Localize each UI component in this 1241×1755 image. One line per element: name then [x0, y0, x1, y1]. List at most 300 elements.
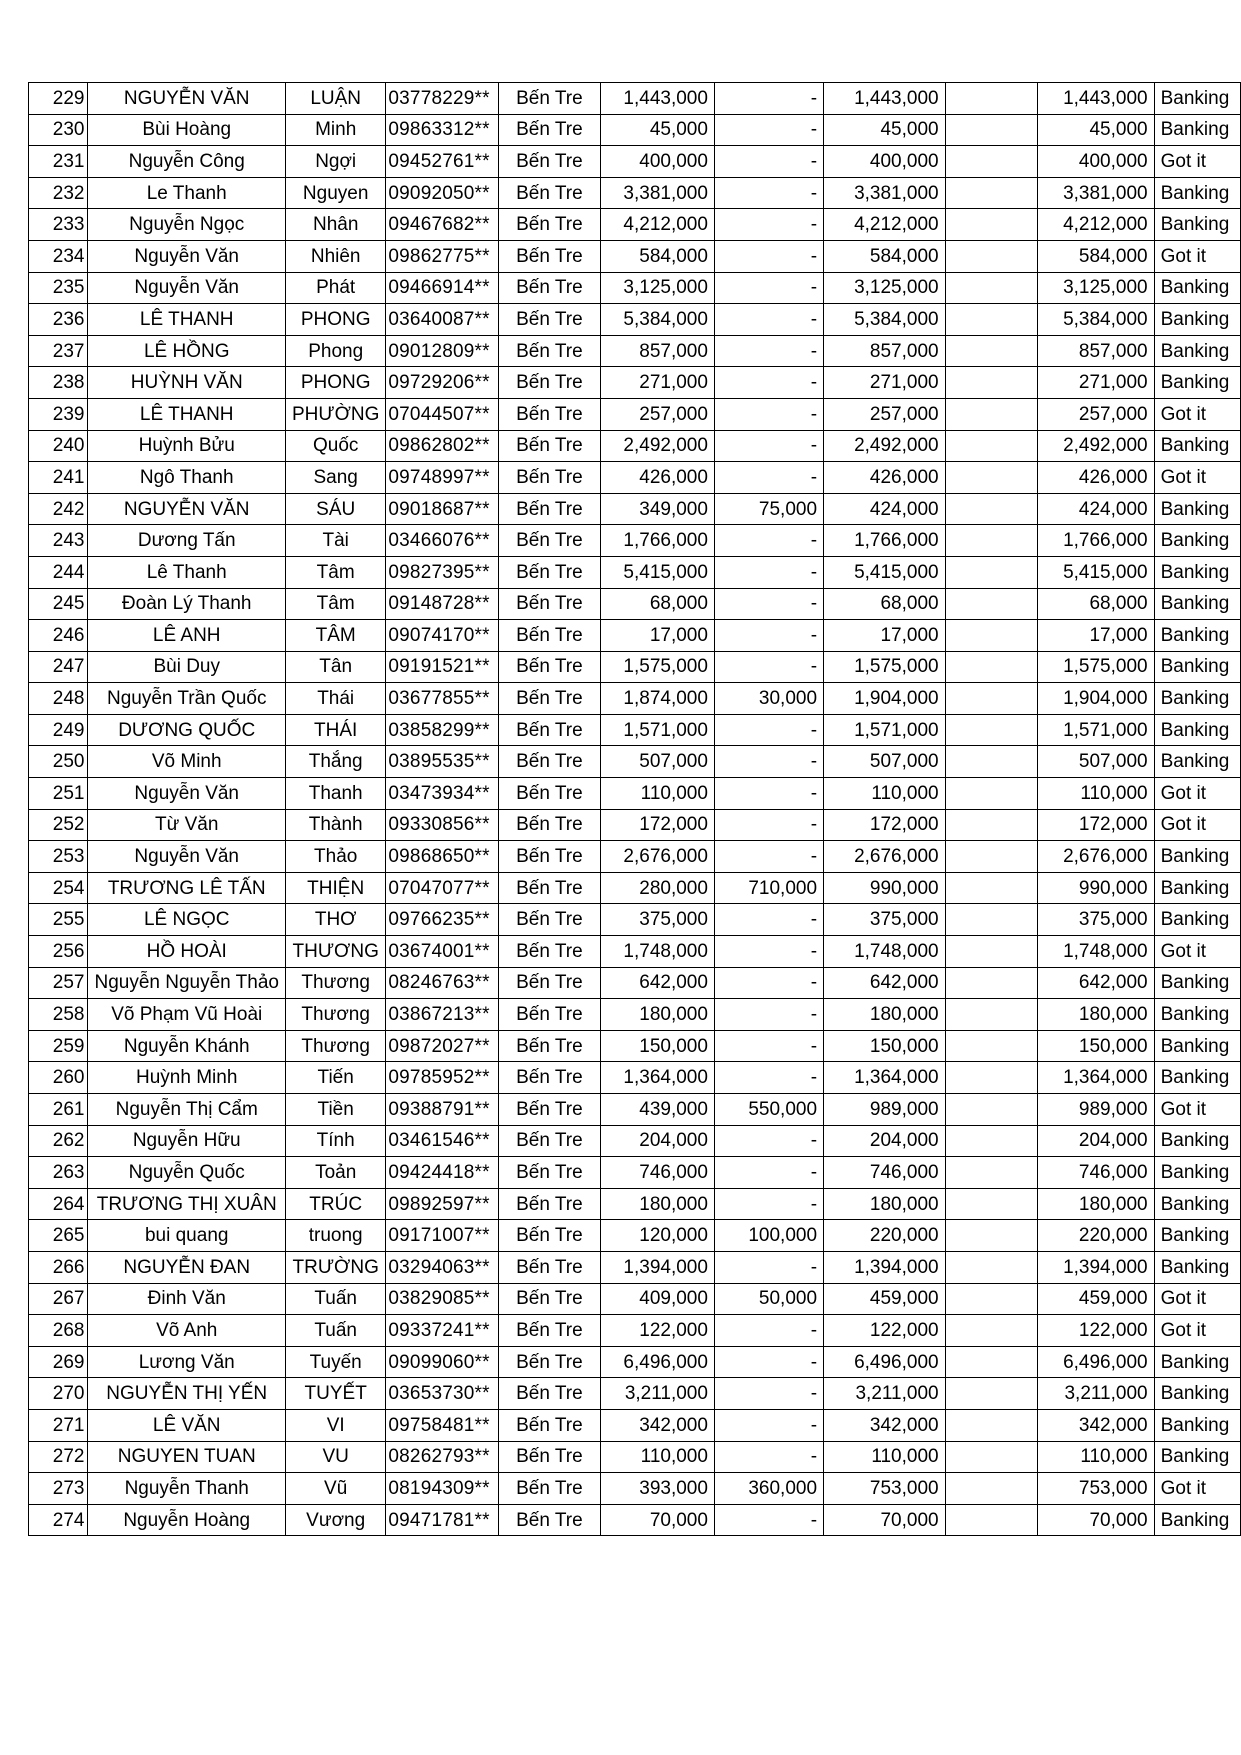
province-cell: Bến Tre — [498, 967, 601, 999]
table-row — [29, 714, 1241, 746]
row-number-cell: 258 — [29, 999, 88, 1031]
total-amount-cell: 375,000 — [824, 904, 946, 936]
first-name-cell: Nguyễn Ngọc — [88, 209, 286, 241]
extra-amount-cell: - — [714, 778, 823, 810]
given-name-cell: Thành — [285, 809, 385, 841]
province-cell: Bến Tre — [498, 1188, 601, 1220]
base-amount-cell: 3,211,000 — [601, 1378, 715, 1410]
base-amount-cell: 349,000 — [601, 493, 715, 525]
payment-method-cell: Got it — [1154, 778, 1240, 810]
paid-amount-cell: 1,904,000 — [1038, 683, 1154, 715]
province-cell: Bến Tre — [498, 1346, 601, 1378]
first-name-cell: Từ Văn — [88, 809, 286, 841]
base-amount-cell: 1,571,000 — [601, 714, 715, 746]
table-row — [29, 778, 1241, 810]
extra-amount-cell: 75,000 — [714, 493, 823, 525]
extra-amount-cell: - — [714, 967, 823, 999]
table-row — [29, 999, 1241, 1031]
table-row — [29, 1220, 1241, 1252]
blank-cell-cell — [945, 272, 1038, 304]
payment-method-cell: Got it — [1154, 1283, 1240, 1315]
phone-number-cell: 09330856** — [386, 809, 498, 841]
extra-amount-cell: - — [714, 209, 823, 241]
paid-amount-cell: 110,000 — [1038, 778, 1154, 810]
province-cell: Bến Tre — [498, 714, 601, 746]
given-name-cell: Vương — [285, 1504, 385, 1536]
extra-amount-cell: 710,000 — [714, 872, 823, 904]
blank-cell-cell — [945, 335, 1038, 367]
base-amount-cell: 180,000 — [601, 1188, 715, 1220]
blank-cell-cell — [945, 525, 1038, 557]
row-number-cell: 229 — [29, 83, 88, 115]
row-number-cell: 267 — [29, 1283, 88, 1315]
base-amount-cell: 2,492,000 — [601, 430, 715, 462]
payment-method-cell: Banking — [1154, 556, 1240, 588]
base-amount-cell: 426,000 — [601, 462, 715, 494]
total-amount-cell: 990,000 — [824, 872, 946, 904]
row-number-cell: 273 — [29, 1473, 88, 1505]
extra-amount-cell: - — [714, 556, 823, 588]
paid-amount-cell: 122,000 — [1038, 1315, 1154, 1347]
extra-amount-cell: - — [714, 83, 823, 115]
extra-amount-cell: 360,000 — [714, 1473, 823, 1505]
province-cell: Bến Tre — [498, 936, 601, 968]
province-cell: Bến Tre — [498, 430, 601, 462]
first-name-cell: Nguyễn Khánh — [88, 1030, 286, 1062]
paid-amount-cell: 257,000 — [1038, 398, 1154, 430]
province-cell: Bến Tre — [498, 809, 601, 841]
row-number-cell: 239 — [29, 398, 88, 430]
table-row — [29, 872, 1241, 904]
base-amount-cell: 110,000 — [601, 1441, 715, 1473]
phone-number-cell: 09862802** — [386, 430, 498, 462]
given-name-cell: Thương — [285, 999, 385, 1031]
total-amount-cell: 122,000 — [824, 1315, 946, 1347]
province-cell: Bến Tre — [498, 651, 601, 683]
payment-method-cell: Banking — [1154, 683, 1240, 715]
phone-number-cell: 08194309** — [386, 1473, 498, 1505]
first-name-cell: NGUYỄN VĂN — [88, 493, 286, 525]
payment-method-cell: Banking — [1154, 872, 1240, 904]
paid-amount-cell: 342,000 — [1038, 1409, 1154, 1441]
payment-method-cell: Banking — [1154, 1062, 1240, 1094]
extra-amount-cell: - — [714, 1251, 823, 1283]
blank-cell-cell — [945, 714, 1038, 746]
payment-method-cell: Banking — [1154, 1378, 1240, 1410]
phone-number-cell: 09471781** — [386, 1504, 498, 1536]
extra-amount-cell: - — [714, 177, 823, 209]
payment-method-cell: Banking — [1154, 1441, 1240, 1473]
given-name-cell: Thương — [285, 1030, 385, 1062]
blank-cell-cell — [945, 367, 1038, 399]
extra-amount-cell: - — [714, 146, 823, 178]
payment-method-cell: Banking — [1154, 746, 1240, 778]
phone-number-cell: 03461546** — [386, 1125, 498, 1157]
given-name-cell: Tiền — [285, 1094, 385, 1126]
base-amount-cell: 180,000 — [601, 999, 715, 1031]
total-amount-cell: 6,496,000 — [824, 1346, 946, 1378]
first-name-cell: Nguyễn Hữu — [88, 1125, 286, 1157]
base-amount-cell: 2,676,000 — [601, 841, 715, 873]
first-name-cell: NGUYỄN THỊ YẾN — [88, 1378, 286, 1410]
row-number-cell: 249 — [29, 714, 88, 746]
total-amount-cell: 753,000 — [824, 1473, 946, 1505]
province-cell: Bến Tre — [498, 778, 601, 810]
given-name-cell: Thương — [285, 967, 385, 999]
first-name-cell: Huỳnh Minh — [88, 1062, 286, 1094]
table-row — [29, 967, 1241, 999]
table-row — [29, 1409, 1241, 1441]
paid-amount-cell: 2,492,000 — [1038, 430, 1154, 462]
extra-amount-cell: 550,000 — [714, 1094, 823, 1126]
table-row — [29, 683, 1241, 715]
payment-method-cell: Banking — [1154, 999, 1240, 1031]
total-amount-cell: 1,443,000 — [824, 83, 946, 115]
row-number-cell: 236 — [29, 304, 88, 336]
given-name-cell: Phát — [285, 272, 385, 304]
given-name-cell: Vũ — [285, 1473, 385, 1505]
paid-amount-cell: 459,000 — [1038, 1283, 1154, 1315]
total-amount-cell: 4,212,000 — [824, 209, 946, 241]
given-name-cell: TRƯỜNG — [285, 1251, 385, 1283]
base-amount-cell: 746,000 — [601, 1157, 715, 1189]
total-amount-cell: 746,000 — [824, 1157, 946, 1189]
paid-amount-cell: 400,000 — [1038, 146, 1154, 178]
table-row — [29, 525, 1241, 557]
payment-method-cell: Banking — [1154, 272, 1240, 304]
first-name-cell: Lương Văn — [88, 1346, 286, 1378]
blank-cell-cell — [945, 651, 1038, 683]
total-amount-cell: 507,000 — [824, 746, 946, 778]
payment-method-cell: Got it — [1154, 936, 1240, 968]
table-row — [29, 904, 1241, 936]
total-amount-cell: 204,000 — [824, 1125, 946, 1157]
payment-method-cell: Banking — [1154, 1251, 1240, 1283]
extra-amount-cell: - — [714, 114, 823, 146]
table-row — [29, 746, 1241, 778]
paid-amount-cell: 3,125,000 — [1038, 272, 1154, 304]
row-number-cell: 253 — [29, 841, 88, 873]
row-number-cell: 234 — [29, 240, 88, 272]
blank-cell-cell — [945, 1030, 1038, 1062]
table-row — [29, 1062, 1241, 1094]
row-number-cell: 244 — [29, 556, 88, 588]
row-number-cell: 263 — [29, 1157, 88, 1189]
base-amount-cell: 507,000 — [601, 746, 715, 778]
base-amount-cell: 439,000 — [601, 1094, 715, 1126]
base-amount-cell: 3,381,000 — [601, 177, 715, 209]
paid-amount-cell: 3,381,000 — [1038, 177, 1154, 209]
row-number-cell: 271 — [29, 1409, 88, 1441]
blank-cell-cell — [945, 904, 1038, 936]
phone-number-cell: 03858299** — [386, 714, 498, 746]
blank-cell-cell — [945, 683, 1038, 715]
base-amount-cell: 204,000 — [601, 1125, 715, 1157]
table-row — [29, 430, 1241, 462]
given-name-cell: THƯƠNG — [285, 936, 385, 968]
base-amount-cell: 5,384,000 — [601, 304, 715, 336]
payment-method-cell: Banking — [1154, 335, 1240, 367]
row-number-cell: 241 — [29, 462, 88, 494]
phone-number-cell: 09748997** — [386, 462, 498, 494]
first-name-cell: HỒ HOÀI — [88, 936, 286, 968]
total-amount-cell: 3,211,000 — [824, 1378, 946, 1410]
extra-amount-cell: - — [714, 1441, 823, 1473]
base-amount-cell: 3,125,000 — [601, 272, 715, 304]
total-amount-cell: 271,000 — [824, 367, 946, 399]
total-amount-cell: 70,000 — [824, 1504, 946, 1536]
base-amount-cell: 4,212,000 — [601, 209, 715, 241]
first-name-cell: Nguyễn Thanh — [88, 1473, 286, 1505]
extra-amount-cell: - — [714, 462, 823, 494]
phone-number-cell: 09148728** — [386, 588, 498, 620]
paid-amount-cell: 4,212,000 — [1038, 209, 1154, 241]
total-amount-cell: 110,000 — [824, 778, 946, 810]
phone-number-cell: 03867213** — [386, 999, 498, 1031]
blank-cell-cell — [945, 746, 1038, 778]
total-amount-cell: 110,000 — [824, 1441, 946, 1473]
blank-cell-cell — [945, 588, 1038, 620]
phone-number-cell: 03640087** — [386, 304, 498, 336]
payment-method-cell: Banking — [1154, 83, 1240, 115]
base-amount-cell: 342,000 — [601, 1409, 715, 1441]
province-cell: Bến Tre — [498, 1378, 601, 1410]
province-cell: Bến Tre — [498, 683, 601, 715]
table-row — [29, 1315, 1241, 1347]
first-name-cell: LÊ NGỌC — [88, 904, 286, 936]
blank-cell-cell — [945, 1409, 1038, 1441]
phone-number-cell: 09863312** — [386, 114, 498, 146]
extra-amount-cell: - — [714, 904, 823, 936]
total-amount-cell: 1,904,000 — [824, 683, 946, 715]
row-number-cell: 260 — [29, 1062, 88, 1094]
paid-amount-cell: 584,000 — [1038, 240, 1154, 272]
phone-number-cell: 03778229** — [386, 83, 498, 115]
province-cell: Bến Tre — [498, 1315, 601, 1347]
extra-amount-cell: - — [714, 809, 823, 841]
blank-cell-cell — [945, 967, 1038, 999]
table-row — [29, 1283, 1241, 1315]
province-cell: Bến Tre — [498, 1062, 601, 1094]
paid-amount-cell: 3,211,000 — [1038, 1378, 1154, 1410]
payment-method-cell: Got it — [1154, 462, 1240, 494]
row-number-cell: 264 — [29, 1188, 88, 1220]
table-row — [29, 1188, 1241, 1220]
row-number-cell: 265 — [29, 1220, 88, 1252]
given-name-cell: VU — [285, 1441, 385, 1473]
base-amount-cell: 375,000 — [601, 904, 715, 936]
blank-cell-cell — [945, 1378, 1038, 1410]
given-name-cell: truong — [285, 1220, 385, 1252]
given-name-cell: Thanh — [285, 778, 385, 810]
first-name-cell: LÊ THANH — [88, 304, 286, 336]
phone-number-cell: 09766235** — [386, 904, 498, 936]
extra-amount-cell: - — [714, 1504, 823, 1536]
paid-amount-cell: 1,364,000 — [1038, 1062, 1154, 1094]
blank-cell-cell — [945, 936, 1038, 968]
row-number-cell: 257 — [29, 967, 88, 999]
total-amount-cell: 220,000 — [824, 1220, 946, 1252]
province-cell: Bến Tre — [498, 1283, 601, 1315]
blank-cell-cell — [945, 1473, 1038, 1505]
paid-amount-cell: 426,000 — [1038, 462, 1154, 494]
first-name-cell: Nguyễn Văn — [88, 240, 286, 272]
total-amount-cell: 426,000 — [824, 462, 946, 494]
province-cell: Bến Tre — [498, 999, 601, 1031]
given-name-cell: Ngợi — [285, 146, 385, 178]
blank-cell-cell — [945, 462, 1038, 494]
given-name-cell: Tân — [285, 651, 385, 683]
extra-amount-cell: - — [714, 841, 823, 873]
base-amount-cell: 584,000 — [601, 240, 715, 272]
given-name-cell: Tài — [285, 525, 385, 557]
total-amount-cell: 1,748,000 — [824, 936, 946, 968]
blank-cell-cell — [945, 809, 1038, 841]
extra-amount-cell: - — [714, 335, 823, 367]
given-name-cell: Toản — [285, 1157, 385, 1189]
blank-cell-cell — [945, 177, 1038, 209]
total-amount-cell: 400,000 — [824, 146, 946, 178]
first-name-cell: Đinh Văn — [88, 1283, 286, 1315]
given-name-cell: TUYẾT — [285, 1378, 385, 1410]
first-name-cell: NGUYỄN VĂN — [88, 83, 286, 115]
base-amount-cell: 17,000 — [601, 620, 715, 652]
province-cell: Bến Tre — [498, 1094, 601, 1126]
payment-method-cell: Banking — [1154, 430, 1240, 462]
first-name-cell: Lê Thanh — [88, 556, 286, 588]
phone-number-cell: 09785952** — [386, 1062, 498, 1094]
table-row — [29, 936, 1241, 968]
phone-number-cell: 03895535** — [386, 746, 498, 778]
given-name-cell: Tiến — [285, 1062, 385, 1094]
blank-cell-cell — [945, 999, 1038, 1031]
total-amount-cell: 989,000 — [824, 1094, 946, 1126]
blank-cell-cell — [945, 1346, 1038, 1378]
paid-amount-cell: 271,000 — [1038, 367, 1154, 399]
paid-amount-cell: 1,748,000 — [1038, 936, 1154, 968]
base-amount-cell: 400,000 — [601, 146, 715, 178]
paid-amount-cell: 424,000 — [1038, 493, 1154, 525]
given-name-cell: PHONG — [285, 304, 385, 336]
payment-table — [28, 82, 1241, 1536]
payment-method-cell: Banking — [1154, 1346, 1240, 1378]
paid-amount-cell: 180,000 — [1038, 999, 1154, 1031]
first-name-cell: Nguyễn Thị Cẩm — [88, 1094, 286, 1126]
row-number-cell: 250 — [29, 746, 88, 778]
table-row — [29, 1504, 1241, 1536]
payment-method-cell: Banking — [1154, 1125, 1240, 1157]
paid-amount-cell: 180,000 — [1038, 1188, 1154, 1220]
table-row — [29, 809, 1241, 841]
phone-number-cell: 09452761** — [386, 146, 498, 178]
phone-number-cell: 03466076** — [386, 525, 498, 557]
paid-amount-cell: 990,000 — [1038, 872, 1154, 904]
first-name-cell: Võ Anh — [88, 1315, 286, 1347]
total-amount-cell: 424,000 — [824, 493, 946, 525]
payment-method-cell: Banking — [1154, 841, 1240, 873]
row-number-cell: 270 — [29, 1378, 88, 1410]
table-row — [29, 1030, 1241, 1062]
given-name-cell: Tuấn — [285, 1283, 385, 1315]
blank-cell-cell — [945, 1315, 1038, 1347]
payment-method-cell: Banking — [1154, 714, 1240, 746]
table-row — [29, 367, 1241, 399]
extra-amount-cell: - — [714, 398, 823, 430]
paid-amount-cell: 17,000 — [1038, 620, 1154, 652]
province-cell: Bến Tre — [498, 177, 601, 209]
blank-cell-cell — [945, 240, 1038, 272]
row-number-cell: 247 — [29, 651, 88, 683]
given-name-cell: THÁI — [285, 714, 385, 746]
base-amount-cell: 68,000 — [601, 588, 715, 620]
province-cell: Bến Tre — [498, 1125, 601, 1157]
extra-amount-cell: 100,000 — [714, 1220, 823, 1252]
payment-method-cell: Got it — [1154, 398, 1240, 430]
blank-cell-cell — [945, 430, 1038, 462]
phone-number-cell: 09099060** — [386, 1346, 498, 1378]
first-name-cell: NGUYỄN ĐAN — [88, 1251, 286, 1283]
first-name-cell: TRƯƠNG LÊ TẤN — [88, 872, 286, 904]
row-number-cell: 252 — [29, 809, 88, 841]
first-name-cell: Le Thanh — [88, 177, 286, 209]
first-name-cell: Nguyễn Văn — [88, 841, 286, 873]
phone-number-cell: 03677855** — [386, 683, 498, 715]
province-cell: Bến Tre — [498, 367, 601, 399]
phone-number-cell: 09862775** — [386, 240, 498, 272]
base-amount-cell: 122,000 — [601, 1315, 715, 1347]
phone-number-cell: 09467682** — [386, 209, 498, 241]
payment-method-cell: Banking — [1154, 1220, 1240, 1252]
given-name-cell: Tuyến — [285, 1346, 385, 1378]
table-row — [29, 398, 1241, 430]
payment-method-cell: Got it — [1154, 1315, 1240, 1347]
payment-method-cell: Banking — [1154, 493, 1240, 525]
blank-cell-cell — [945, 146, 1038, 178]
phone-number-cell: 08246763** — [386, 967, 498, 999]
row-number-cell: 254 — [29, 872, 88, 904]
total-amount-cell: 459,000 — [824, 1283, 946, 1315]
paid-amount-cell: 5,415,000 — [1038, 556, 1154, 588]
blank-cell-cell — [945, 872, 1038, 904]
first-name-cell: Nguyễn Hoàng — [88, 1504, 286, 1536]
given-name-cell: PHƯỜNG — [285, 398, 385, 430]
province-cell: Bến Tre — [498, 872, 601, 904]
table-row — [29, 272, 1241, 304]
province-cell: Bến Tre — [498, 1504, 601, 1536]
province-cell: Bến Tre — [498, 1157, 601, 1189]
phone-number-cell: 09729206** — [386, 367, 498, 399]
table-row — [29, 304, 1241, 336]
table-row — [29, 1441, 1241, 1473]
table-row — [29, 1157, 1241, 1189]
table-row — [29, 146, 1241, 178]
phone-number-cell: 09424418** — [386, 1157, 498, 1189]
blank-cell-cell — [945, 1251, 1038, 1283]
paid-amount-cell: 753,000 — [1038, 1473, 1154, 1505]
first-name-cell: Nguyễn Công — [88, 146, 286, 178]
blank-cell-cell — [945, 1062, 1038, 1094]
row-number-cell: 251 — [29, 778, 88, 810]
payment-method-cell: Banking — [1154, 651, 1240, 683]
first-name-cell: Nguyễn Quốc — [88, 1157, 286, 1189]
total-amount-cell: 584,000 — [824, 240, 946, 272]
given-name-cell: Quốc — [285, 430, 385, 462]
payment-method-cell: Banking — [1154, 304, 1240, 336]
payment-method-cell: Banking — [1154, 177, 1240, 209]
phone-number-cell: 09758481** — [386, 1409, 498, 1441]
row-number-cell: 268 — [29, 1315, 88, 1347]
total-amount-cell: 857,000 — [824, 335, 946, 367]
